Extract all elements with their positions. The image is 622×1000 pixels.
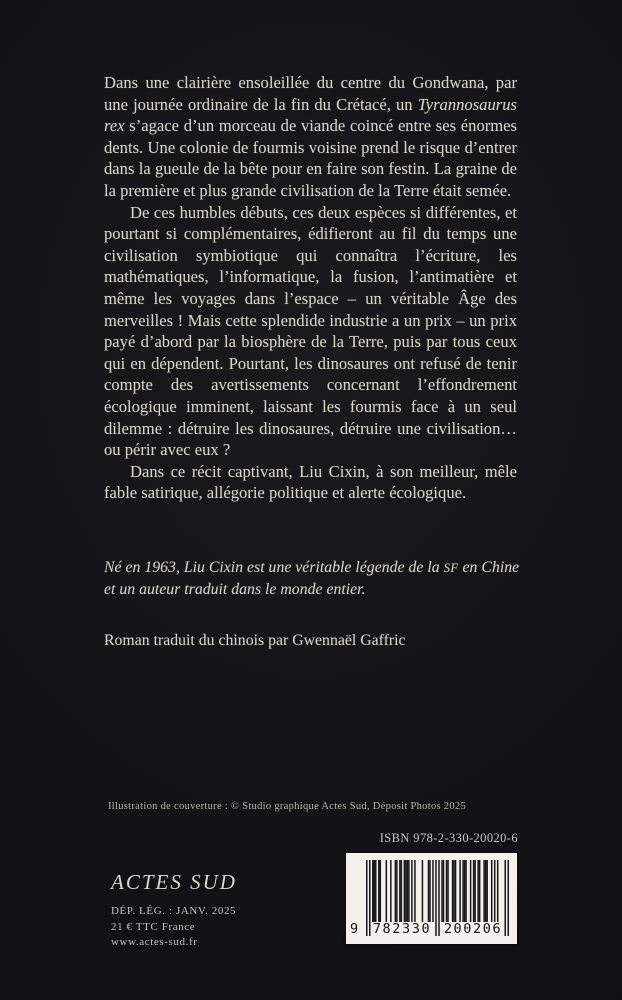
blurb-p1-text-b: s’agace d’un morceau de viande coincé entre ses énormes dents. Une colonie de fourmis voisine prend le risque d’entrer dans la gueule de la bête pour en faire son festin. La graine de la première et plus grande civilisation de la Terre était semée. (104, 116, 517, 200)
blurb-paragraph-2: De ces humbles débuts, ces deux espèces si différentes, et pourtant si complémentaires, édifieront au fil du temps une civilisation symbiotique qui connaîtra l’écriture, les mathématiques, l’informatique, la fusion, l’antimatière et même les voyages dans l’espace – un véritable Âge des merveilles ! Mais cette splendide industrie a un prix – un prix payé d’abord par la biosphère de la Terre, puis par tous ceux qui en dépendent. Pourtant, les dinosaures ont refusé de tenir compte des avertissements concernant l’effondrement écologique imminent, laissant les fourmis face à un seul dilemme : détruire les dinosaures, détruire une civilisation… ou périr avec eux ? (104, 202, 517, 460)
ean13-barcode (346, 853, 517, 944)
price-line: 21 € TTC France (111, 920, 196, 933)
legal-deposit-line: DÉP. LÉG. : JANV. 2025 (111, 905, 237, 917)
blurb-paragraph-3: Dans ce récit captivant, Liu Cixin, à son meilleur, mêle fable satirique, allégorie politique et alerte écologique. (104, 461, 517, 503)
publisher-logo: ACTES SUD (111, 870, 237, 894)
translation-credit: Roman traduit du chinois par Gwennaël Gaffric (104, 632, 406, 649)
barcode-digits-right: 200206 (443, 921, 503, 937)
species-name-italic: Tyrannosaurus rex (104, 94, 517, 136)
author-bio (104, 557, 528, 600)
barcode-digit-first: 9 (350, 921, 359, 937)
blurb (104, 72, 517, 504)
cover-illustration-credit: Illustration de couverture : © Studio graphique Actes Sud, Déposit Photos 2025 (108, 801, 467, 812)
bio-text-b: en Chine et un auteur traduit dans le monde entier. (104, 559, 520, 598)
barcode-digits-left: 782330 (372, 921, 432, 937)
blurb-p1-text-a: Dans une clairière ensoleillée du centre du Gondwana, par une journée ordinaire de la fin du Crétacé, un (104, 73, 517, 114)
bio-smallcaps-sf: SF (443, 561, 459, 575)
bio-text-a: Né en 1963, Liu Cixin est une véritable légende de la (104, 559, 444, 576)
blurb-paragraph-1 (104, 72, 517, 202)
publisher-block (111, 870, 237, 951)
publisher-website: www.actes-sud.fr (111, 936, 198, 948)
isbn-label: ISBN 978-2-330-20020-6 (379, 831, 518, 845)
